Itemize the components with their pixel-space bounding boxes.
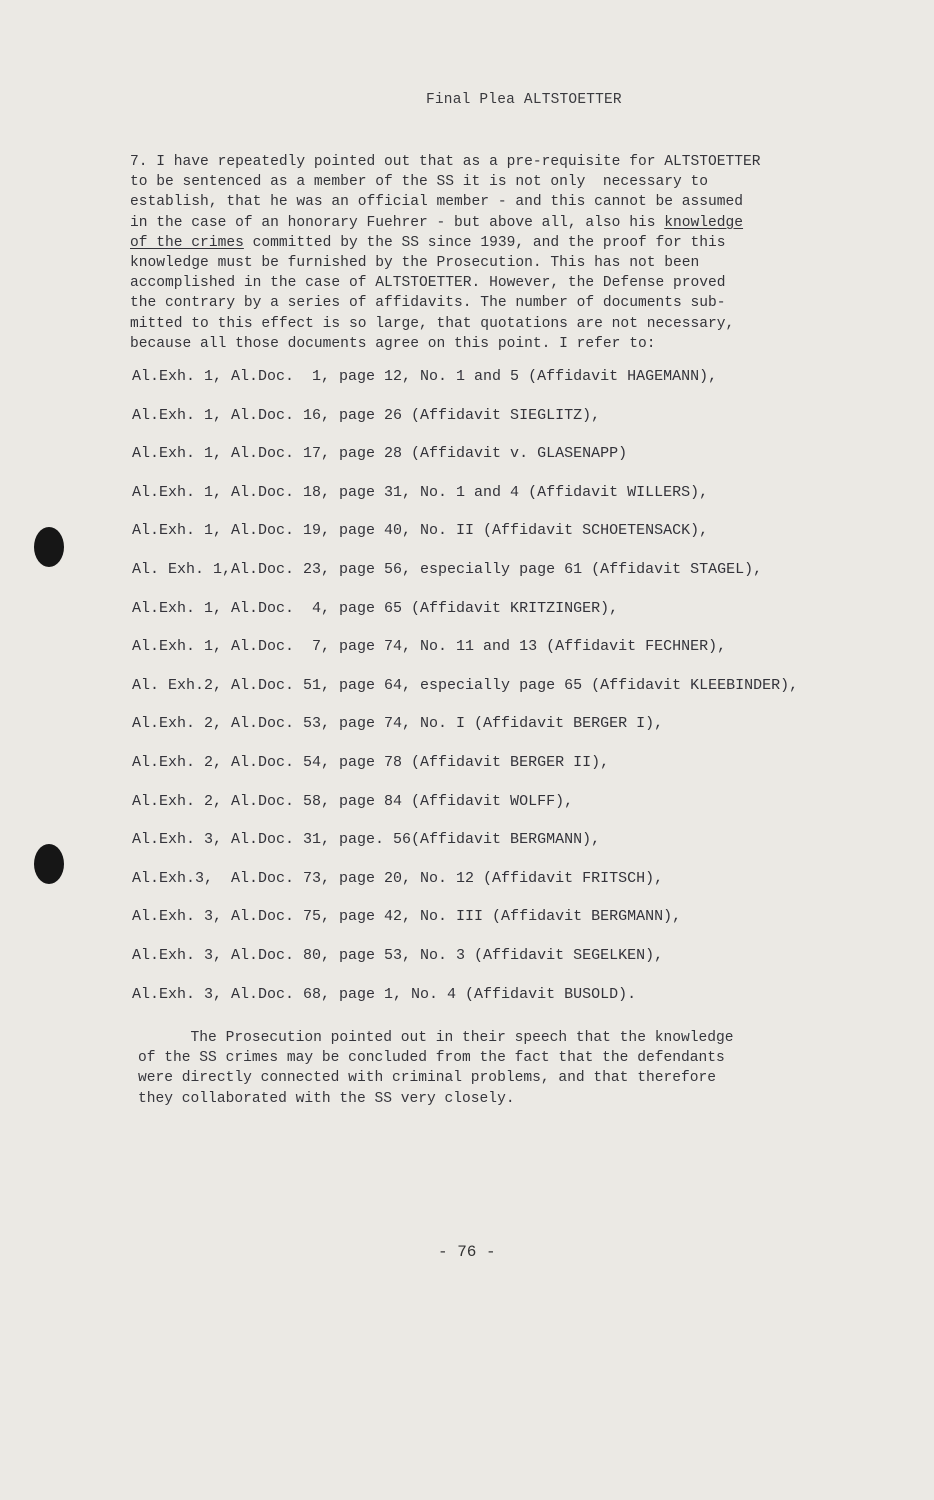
paragraph-line [130,213,850,233]
reference-item: Al.Exh. 2, Al.Doc. 58, page 84 (Affidavit WOLFF), [132,792,574,810]
reference-item: Al.Exh. 1, Al.Doc. 17, page 28 (Affidavit v. GLASENAPP) [132,445,628,463]
paragraph-text: committed by the SS since 1939, and the proof for this [243,234,726,251]
paragraph-line: 7. I have repeatedly pointed out that as a pre-requisite for ALTSTOETTER [130,154,761,170]
paragraph-line: to be sentenced as a member of the SS it is not only necessary to [130,174,709,191]
paragraph-line: because all those documents agree on this point. I refer to: [130,335,656,352]
paragraph-line: of the SS crimes may be concluded from the fact that the defendants [138,1050,725,1067]
paragraph-line: The Prosecution pointed out in their speech that the knowledge [138,1030,734,1046]
page-header: Final Plea ALTSTOETTER [426,92,622,108]
paragraph-7 [130,152,850,354]
closing-paragraph [138,1028,838,1109]
paragraph-text: in the case of an honorary Fuehrer - but above all, also his [130,214,665,231]
reference-item: Al.Exh. 2, Al.Doc. 53, page 74, No. I (Affidavit BERGER I), [132,715,664,733]
reference-list [132,366,872,1022]
punch-hole [34,527,64,567]
reference-item: Al.Exh. 1, Al.Doc. 19, page 40, No. II (Affidavit SCHOETENSACK), [132,522,709,540]
paragraph-line: knowledge must be furnished by the Prosecution. This has not been [130,254,700,271]
paragraph-line [130,233,850,253]
punch-hole [34,844,64,884]
paragraph-line: they collaborated with the SS very closely. [138,1090,515,1107]
paragraph-line: were directly connected with criminal problems, and that therefore [138,1070,717,1087]
reference-item: Al.Exh. 1, Al.Doc. 16, page 26 (Affidavit SIEGLITZ), [132,406,601,424]
paragraph-line: the contrary by a series of affidavits. The number of documents sub- [130,295,726,312]
reference-item: Al. Exh.2, Al.Doc. 51, page 64, especially page 65 (Affidavit KLEEBINDER), [132,676,799,694]
reference-item: Al.Exh. 1, Al.Doc. 18, page 31, No. 1 and 4 (Affidavit WILLERS), [132,483,709,501]
reference-item: Al.Exh. 3, Al.Doc. 31, page. 56(Affidavit BERGMANN), [132,831,601,849]
reference-item: Al. Exh. 1,Al.Doc. 23, page 56, especially page 61 (Affidavit STAGEL), [132,560,763,578]
underlined-text: of the crimes [130,234,244,251]
reference-item: Al.Exh. 3, Al.Doc. 68, page 1, No. 4 (Affidavit BUSOLD). [132,985,637,1003]
paragraph-line: establish, that he was an official member - and this cannot be assumed [130,194,744,211]
reference-item: Al.Exh. 1, Al.Doc. 1, page 12, No. 1 and 5 (Affidavit HAGEMANN), [132,368,718,385]
reference-item: Al.Exh. 1, Al.Doc. 7, page 74, No. 11 and 13 (Affidavit FECHNER), [132,638,727,656]
reference-item: Al.Exh.3, Al.Doc. 73, page 20, No. 12 (Affidavit FRITSCH), [132,869,664,887]
reference-item: Al.Exh. 2, Al.Doc. 54, page 78 (Affidavit BERGER II), [132,753,610,771]
paragraph-line: mitted to this effect is so large, that quotations are not necessary, [130,315,735,332]
reference-item: Al.Exh. 3, Al.Doc. 80, page 53, No. 3 (Affidavit SEGELKEN), [132,946,664,964]
reference-item: Al.Exh. 3, Al.Doc. 75, page 42, No. III (Affidavit BERGMANN), [132,908,682,926]
underlined-text: knowledge [664,214,744,231]
paragraph-line: accomplished in the case of ALTSTOETTER. However, the Defense proved [130,275,726,292]
page-number: - 76 - [438,1243,496,1261]
reference-item: Al.Exh. 1, Al.Doc. 4, page 65 (Affidavit KRITZINGER), [132,599,619,617]
